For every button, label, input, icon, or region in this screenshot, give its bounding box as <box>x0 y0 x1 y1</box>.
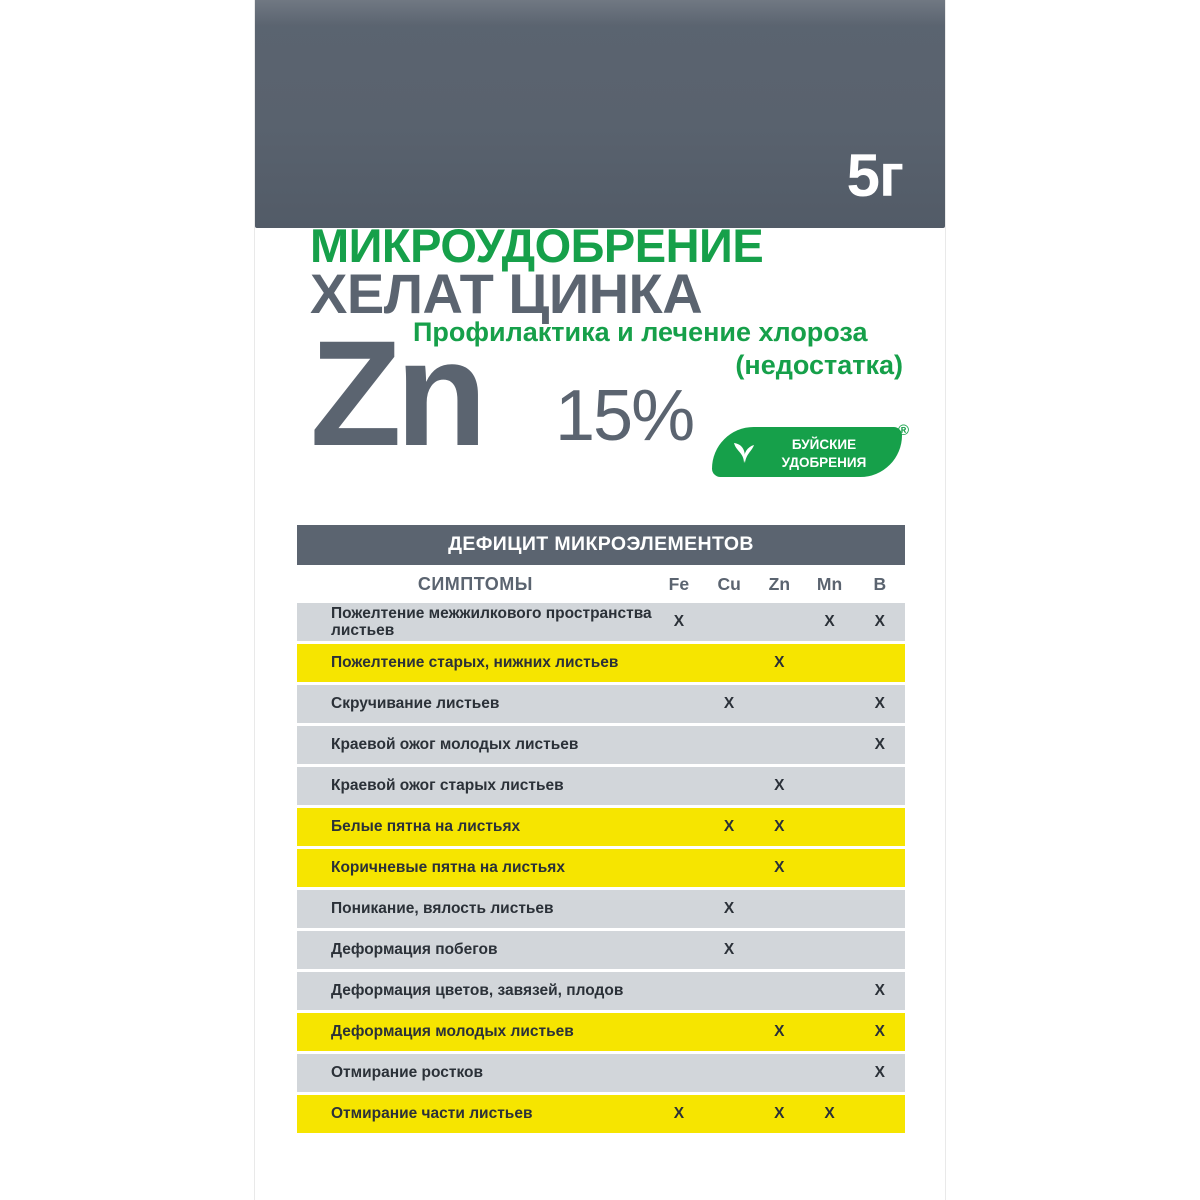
table-row <box>297 644 905 682</box>
table-body <box>297 603 905 1133</box>
symptom-label: Пожелтение старых, нижних листьев <box>297 644 654 682</box>
cell-b: X <box>855 972 905 1010</box>
table-row <box>297 890 905 928</box>
leaf-sprout-icon <box>732 437 756 463</box>
product-package <box>255 0 945 1200</box>
table-head <box>297 568 905 600</box>
cell-mn: X <box>804 1095 854 1133</box>
cell-fe <box>654 808 704 846</box>
package-top-band <box>255 0 945 228</box>
symptom-label: Отмирание ростков <box>297 1054 654 1092</box>
cell-b <box>855 931 905 969</box>
element-row <box>255 308 945 497</box>
cell-cu <box>704 1013 754 1051</box>
cell-cu <box>704 1095 754 1133</box>
column-header-fe: Fe <box>668 574 690 594</box>
cell-fe <box>654 726 704 764</box>
product-claim-line2: (недостатка) <box>735 349 903 380</box>
column-header-zn: Zn <box>768 574 791 594</box>
deficiency-table-block <box>297 525 905 1136</box>
cell-zn <box>754 685 804 723</box>
symptom-label: Белые пятна на листьях <box>297 808 654 846</box>
cell-b: X <box>855 1013 905 1051</box>
cell-fe <box>654 849 704 887</box>
table-row <box>297 685 905 723</box>
element-symbol: Zn <box>310 308 482 477</box>
symptom-label: Пожелтение межжилкового пространства листьев <box>297 603 654 641</box>
cell-zn <box>754 726 804 764</box>
cell-mn <box>804 726 854 764</box>
cell-cu <box>704 849 754 887</box>
cell-cu <box>704 1054 754 1092</box>
cell-zn: X <box>754 644 804 682</box>
table-row <box>297 767 905 805</box>
product-claim-line1: Профилактика и лечение хлороза <box>413 316 868 347</box>
table-row <box>297 1013 905 1051</box>
cell-mn <box>804 849 854 887</box>
cell-b <box>855 767 905 805</box>
package-weight: 5г <box>846 142 903 209</box>
cell-b: X <box>855 685 905 723</box>
table-row <box>297 603 905 641</box>
element-percent: 15% <box>555 375 694 456</box>
symptom-label: Отмирание части листьев <box>297 1095 654 1133</box>
cell-fe: X <box>654 1095 704 1133</box>
cell-fe <box>654 931 704 969</box>
cell-mn <box>804 808 854 846</box>
symptom-label: Краевой ожог старых листьев <box>297 767 654 805</box>
column-header-b: B <box>873 574 887 594</box>
column-header-mn: Mn <box>816 574 843 594</box>
column-header-symptoms: СИМПТОМЫ <box>417 574 533 594</box>
table-header-row <box>297 568 905 600</box>
cell-zn: X <box>754 1095 804 1133</box>
package-headline <box>255 219 945 497</box>
cell-b <box>855 890 905 928</box>
symptom-label: Поникание, вялость листьев <box>297 890 654 928</box>
cell-zn: X <box>754 849 804 887</box>
table-row <box>297 1054 905 1092</box>
cell-fe <box>654 1013 704 1051</box>
cell-cu: X <box>704 685 754 723</box>
table-row <box>297 972 905 1010</box>
cell-zn: X <box>754 1013 804 1051</box>
cell-mn <box>804 644 854 682</box>
cell-fe: X <box>654 603 704 641</box>
cell-mn <box>804 931 854 969</box>
symptom-label: Краевой ожог молодых листьев <box>297 726 654 764</box>
table-row <box>297 849 905 887</box>
cell-cu <box>704 603 754 641</box>
cell-cu: X <box>704 808 754 846</box>
cell-zn <box>754 931 804 969</box>
cell-fe <box>654 1054 704 1092</box>
cell-b <box>855 644 905 682</box>
cell-b: X <box>855 1054 905 1092</box>
brand-line1: БУЙСКИЕ <box>791 436 857 452</box>
symptom-label: Скручивание листьев <box>297 685 654 723</box>
symptom-label: Деформация молодых листьев <box>297 1013 654 1051</box>
cell-zn: X <box>754 767 804 805</box>
cell-b <box>855 1095 905 1133</box>
table-row <box>297 1095 905 1133</box>
cell-mn <box>804 972 854 1010</box>
cell-zn <box>754 972 804 1010</box>
cell-cu: X <box>704 890 754 928</box>
cell-b: X <box>855 726 905 764</box>
cell-zn <box>754 890 804 928</box>
column-header-cu: Cu <box>717 574 741 594</box>
cell-b <box>855 849 905 887</box>
cell-zn <box>754 603 804 641</box>
table-banner: ДЕФИЦИТ МИКРОЭЛЕМЕНТОВ <box>297 525 905 565</box>
cell-mn <box>804 1054 854 1092</box>
product-name-title: ХЕЛАТ ЦИНКА <box>310 261 703 325</box>
symptom-label: Коричневые пятна на листьях <box>297 849 654 887</box>
cell-cu <box>704 767 754 805</box>
brand-logo <box>712 421 909 482</box>
cell-cu: X <box>704 931 754 969</box>
cell-b: X <box>855 603 905 641</box>
table-row <box>297 808 905 846</box>
registered-trademark-icon: ® <box>897 421 909 439</box>
cell-cu <box>704 972 754 1010</box>
cell-fe <box>654 685 704 723</box>
cell-mn: X <box>804 603 854 641</box>
cell-mn <box>804 1013 854 1051</box>
cell-fe <box>654 890 704 928</box>
cell-mn <box>804 685 854 723</box>
symptom-label: Деформация побегов <box>297 931 654 969</box>
brand-line2: УДОБРЕНИЯ <box>781 455 867 471</box>
cell-mn <box>804 767 854 805</box>
symptom-label: Деформация цветов, завязей, плодов <box>297 972 654 1010</box>
cell-cu <box>704 644 754 682</box>
cell-zn <box>754 1054 804 1092</box>
brand-text <box>764 436 884 472</box>
cell-fe <box>654 644 704 682</box>
table-row <box>297 931 905 969</box>
cell-cu <box>704 726 754 764</box>
cell-fe <box>654 767 704 805</box>
deficiency-table <box>297 565 905 1136</box>
cell-zn: X <box>754 808 804 846</box>
product-category-title: МИКРОУДОБРЕНИЕ <box>310 219 764 272</box>
cell-mn <box>804 890 854 928</box>
cell-b <box>855 808 905 846</box>
table-row <box>297 726 905 764</box>
cell-fe <box>654 972 704 1010</box>
